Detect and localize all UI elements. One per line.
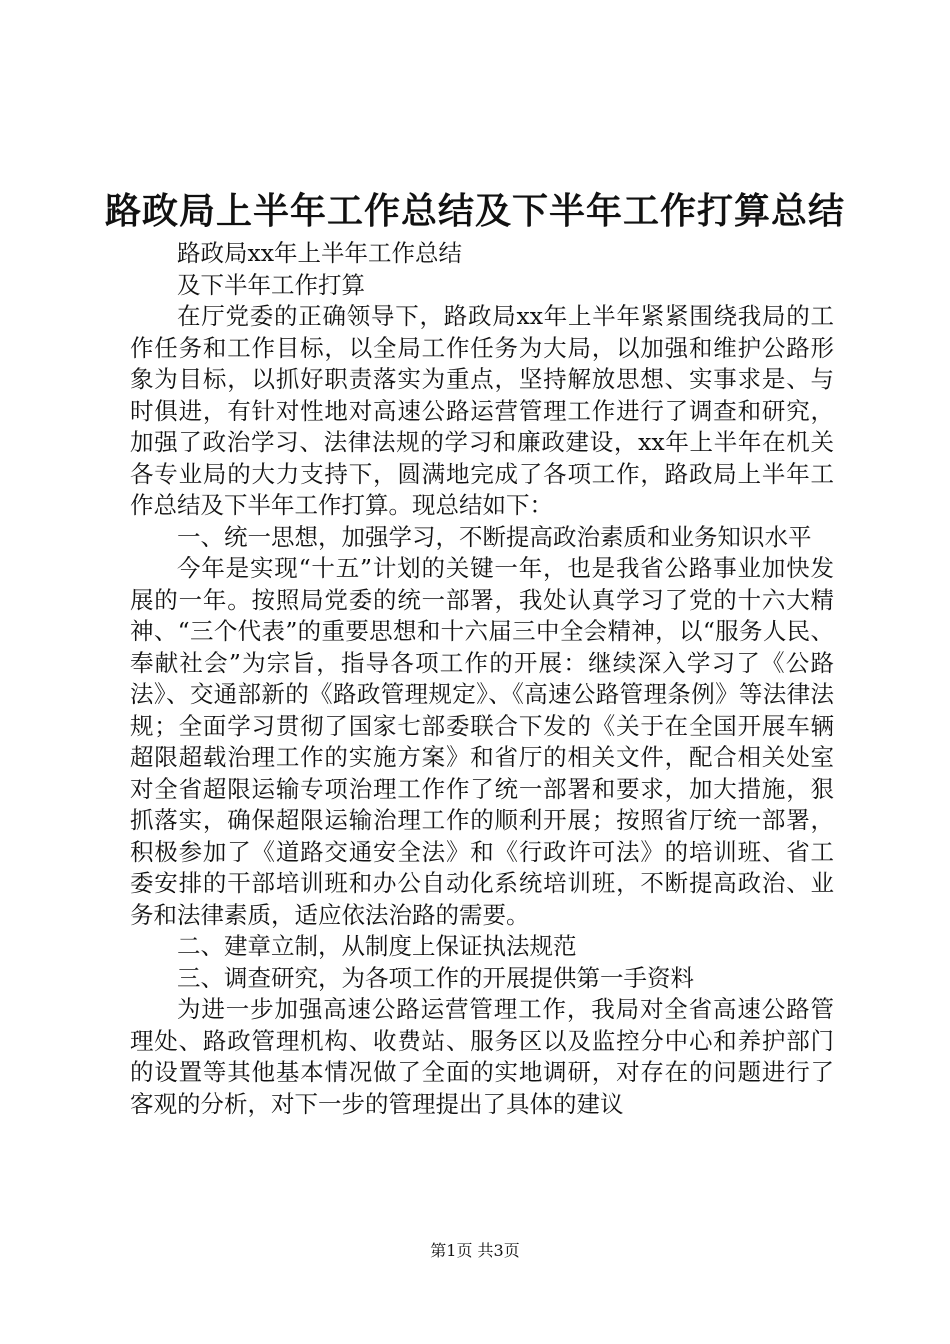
document-body [130,238,834,1120]
section-heading-2: 二、建章立制，从制度上保证执法规范 [177,932,577,960]
intro-paragraph: 在厅党委的正确领导下，路政局xx年上半年紧紧围绕我局的工作任务和工作目标，以全局工作任务为大局，以加强和维护公路形象为目标，以抓好职责落实为重点，坚持解放思想、实事求是、与时俱进，有针对性地对高速公路运营管理工作进行了调查和研究，加强了政治学习、法律法规的学习和廉政建设，xx年上半年在机关各专业局的大力支持下，圆满地完成了各项工作，路政局上半年工作总结及下半年工作打算。现总结如下： [130,302,834,519]
subtitle-line-2: 及下半年工作打算 [177,270,365,299]
section-3-paragraph: 为进一步加强高速公路运营管理工作，我局对全省高速公路管理处、路政管理机构、收费站、服务区以及监控分中心和养护部门的设置等其他基本情况做了全面的实地调研，对存在的问题进行了客观的分析，对下一步的管理提出了具体的建议 [130,995,834,1118]
section-1-paragraph: 今年是实现“十五”计划的关键一年，也是我省公路事业加快发展的一年。按照局党委的统一部署，我处认真学习了党的十六大精神、“三个代表”的重要思想和十六届三中全会精神，以“服务人民、奉献社会”为宗旨，指导各项工作的开展：继续深入学习了《公路法》、交通部新的《路政管理规定》、《高速公路管理条例》等法律法规；全面学习贯彻了国家七部委联合下发的《关于在全国开展车辆超限超载治理工作的实施方案》和省厅的相关文件，配合相关处室对全省超限运输专项治理工作作了统一部署和要求，加大措施，狠抓落实，确保超限运输治理工作的顺利开展；按照省厅统一部署，积极参加了《道路交通安全法》和《行政许可法》的培训班、省工委安排的干部培训班和办公自动化系统培训班，不断提高政治、业务和法律素质，适应依法治路的需要。 [130,554,834,929]
section-heading-3: 三、调查研究，为各项工作的开展提供第一手资料 [177,963,694,992]
document-title: 路政局上半年工作总结及下半年工作打算总结 [104,190,845,232]
section-heading-1: 一、统一思想，加强学习，不断提高政治素质和业务知识水平 [177,522,812,551]
subtitle-line-1: 路政局xx年上半年工作总结 [177,239,463,267]
page-footer: 第1页 共3页 [430,1241,520,1260]
